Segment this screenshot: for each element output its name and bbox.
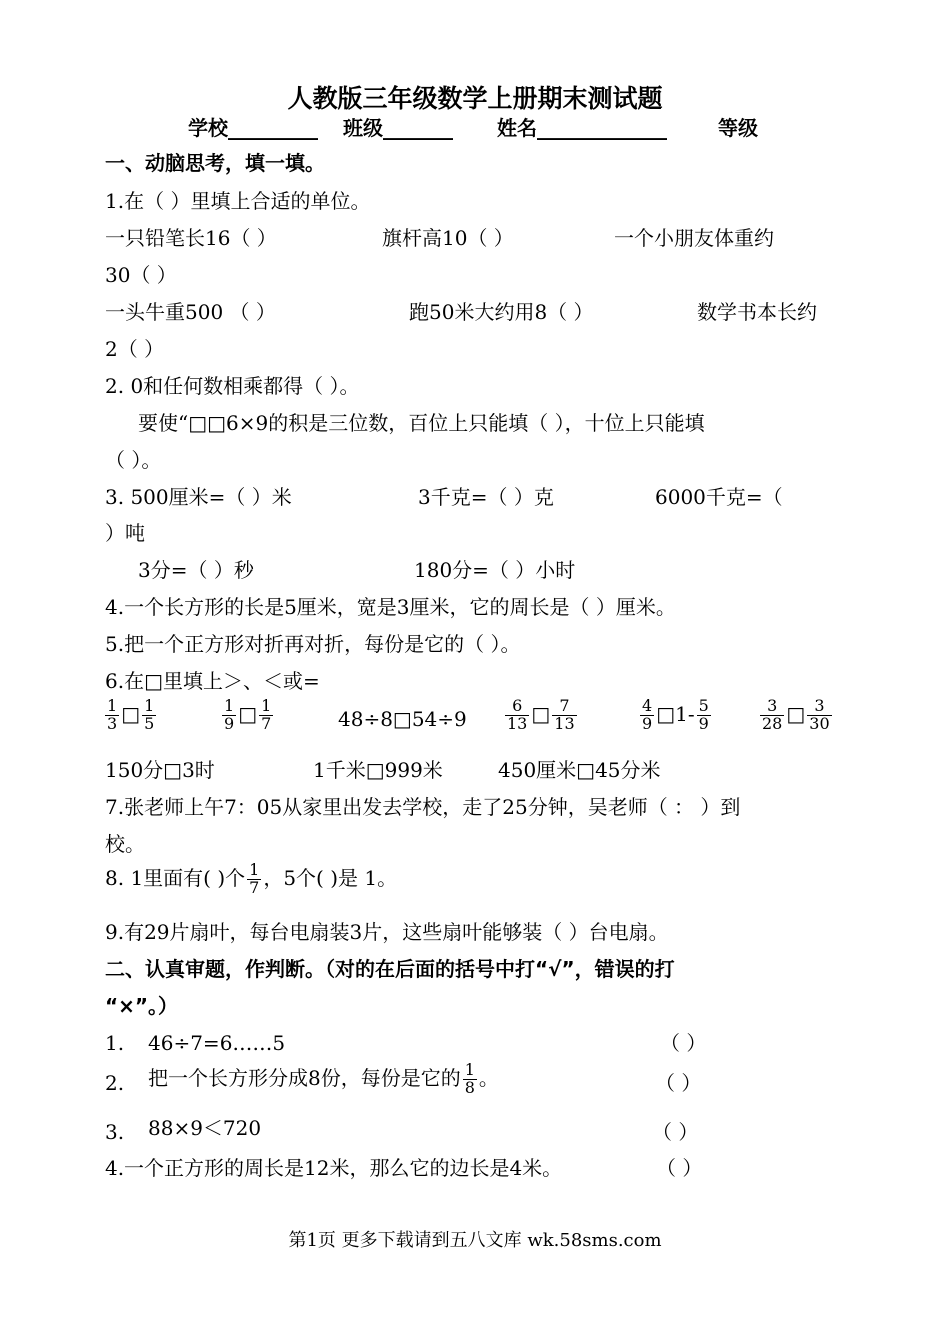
q1-b: 旗杆高10（ ） [382,226,514,250]
section2-heading-cont: “×”。） [105,994,179,1018]
fraction: $\frac{1}{7}$ [249,860,260,897]
name-field: 姓名_____________ [497,116,667,140]
q6-compare-4: $\frac{6}{13}$ □ $\frac{7}{13}$ [507,696,575,733]
q1-f: 数学书本长约 [697,300,817,324]
judge-item-1-num: 1. [105,1031,125,1055]
page-title: 人教版三年级数学上册期末测试题 [287,84,663,113]
fraction: $\frac{3}{28}$ [762,696,783,733]
q7-b: 校。 [105,832,145,856]
section1-heading: 一、动脑思考，填一填。 [105,151,325,175]
q3-b: 3千克=（ ）克 [418,485,554,509]
fraction: $\frac{1}{7}$ [261,696,272,733]
q6-stem: 6.在□里填上＞、＜或= [105,669,320,693]
judge-item-1-paren: （ ） [660,1031,707,1055]
q1-d: 一头牛重500 （ ） [105,300,276,324]
q3-a: 3. 500厘米=（ ）米 [105,485,292,509]
q8: 8. 1里面有( )个 $\frac{1}{7}$ ，5个( )是 1。 [105,860,398,897]
q6-row2-a: 150分□3时 [105,758,215,782]
q3-c: 6000千克=（ [655,485,783,509]
judge-item-2-text: 把一个长方形分成8份，每份是它的 $\frac{1}{8}$ 。 [148,1060,499,1097]
q2-b: 要使“□□6×9的积是三位数，百位上只能填（ ），十位上只能填 [138,411,705,435]
q1-stem: 1.在（ ）里填上合适的单位。 [105,189,371,213]
q5: 5.把一个正方形对折再对折，每份是它的（ ）。 [105,632,521,656]
q9: 9.有29片扇叶，每台电扇装3片，这些扇叶能够装（ ）台电扇。 [105,920,669,944]
q1-e: 跑50米大约用8（ ） [409,300,594,324]
q2-b2: （ ）。 [105,448,162,472]
fraction: $\frac{1}{8}$ [464,1060,475,1097]
school-field: 学校_________ [188,116,318,140]
grade-field: 等级 [718,116,758,140]
fraction: $\frac{6}{13}$ [507,696,528,733]
q2-a: 2. 0和任何数相乘都得（ ）。 [105,374,360,398]
q7-a: 7.张老师上午7：05从家里出发去学校，走了25分钟，吴老师（ ： ）到 [105,795,741,819]
q6-compare-6: $\frac{3}{28}$ □ $\frac{3}{30}$ [762,696,830,733]
judge-item-1-text: 46÷7=6……5 [148,1031,286,1055]
q1-c: 一个小朋友体重约 [614,226,774,250]
q6-compare-2: $\frac{1}{9}$ □ $\frac{1}{7}$ [224,696,272,733]
q6-compare-1: $\frac{1}{3}$ □ $\frac{1}{5}$ [107,696,155,733]
fraction: $\frac{7}{13}$ [554,696,575,733]
page-footer: 第1页 更多下载请到五八文库 wk.58sms.com [288,1230,662,1251]
judge-item-4-num: 4. [105,1156,125,1180]
fraction: $\frac{1}{3}$ [107,696,118,733]
q1-a: 一只铅笔长16（ ） [105,226,277,250]
q1-f2: 2（ ） [105,337,165,361]
fraction: $\frac{5}{9}$ [698,696,709,733]
q6-compare-5: $\frac{4}{9}$ □1- $\frac{5}{9}$ [642,696,709,733]
judge-item-3-num: 3. [105,1120,125,1144]
judge-item-4-paren: （ ） [656,1156,703,1180]
judge-item-3-paren: （ ） [652,1120,699,1144]
judge-item-2-paren: （ ） [655,1071,702,1095]
q3-d: 3分=（ ）秒 [138,558,254,582]
q6-row2-b: 1千米□999米 [313,758,443,782]
q1-c2: 30（ ） [105,263,177,287]
q6-row2-c: 450厘米□45分米 [498,758,661,782]
class-field: 班级_______ [343,116,453,140]
judge-item-4-text: 一个正方形的周长是12米，那么它的边长是4米。 [124,1156,563,1180]
fraction: $\frac{4}{9}$ [642,696,653,733]
fraction: $\frac{1}{5}$ [144,696,155,733]
judge-item-3-text: 88×9＜720 [148,1116,262,1140]
q4: 4.一个长方形的长是5厘米，宽是3厘米，它的周长是（ ）厘米。 [105,595,676,619]
q3-c2: ）吨 [105,521,145,545]
section2-heading: 二、认真审题，作判断。（对的在后面的括号中打“√”，错误的打 [105,957,675,981]
fraction: $\frac{1}{9}$ [224,696,235,733]
q6-compare-3: 48÷8□54÷9 [338,707,467,731]
fraction: $\frac{3}{30}$ [809,696,830,733]
q3-e: 180分=（ ）小时 [414,558,576,582]
judge-item-2-num: 2. [105,1071,125,1095]
